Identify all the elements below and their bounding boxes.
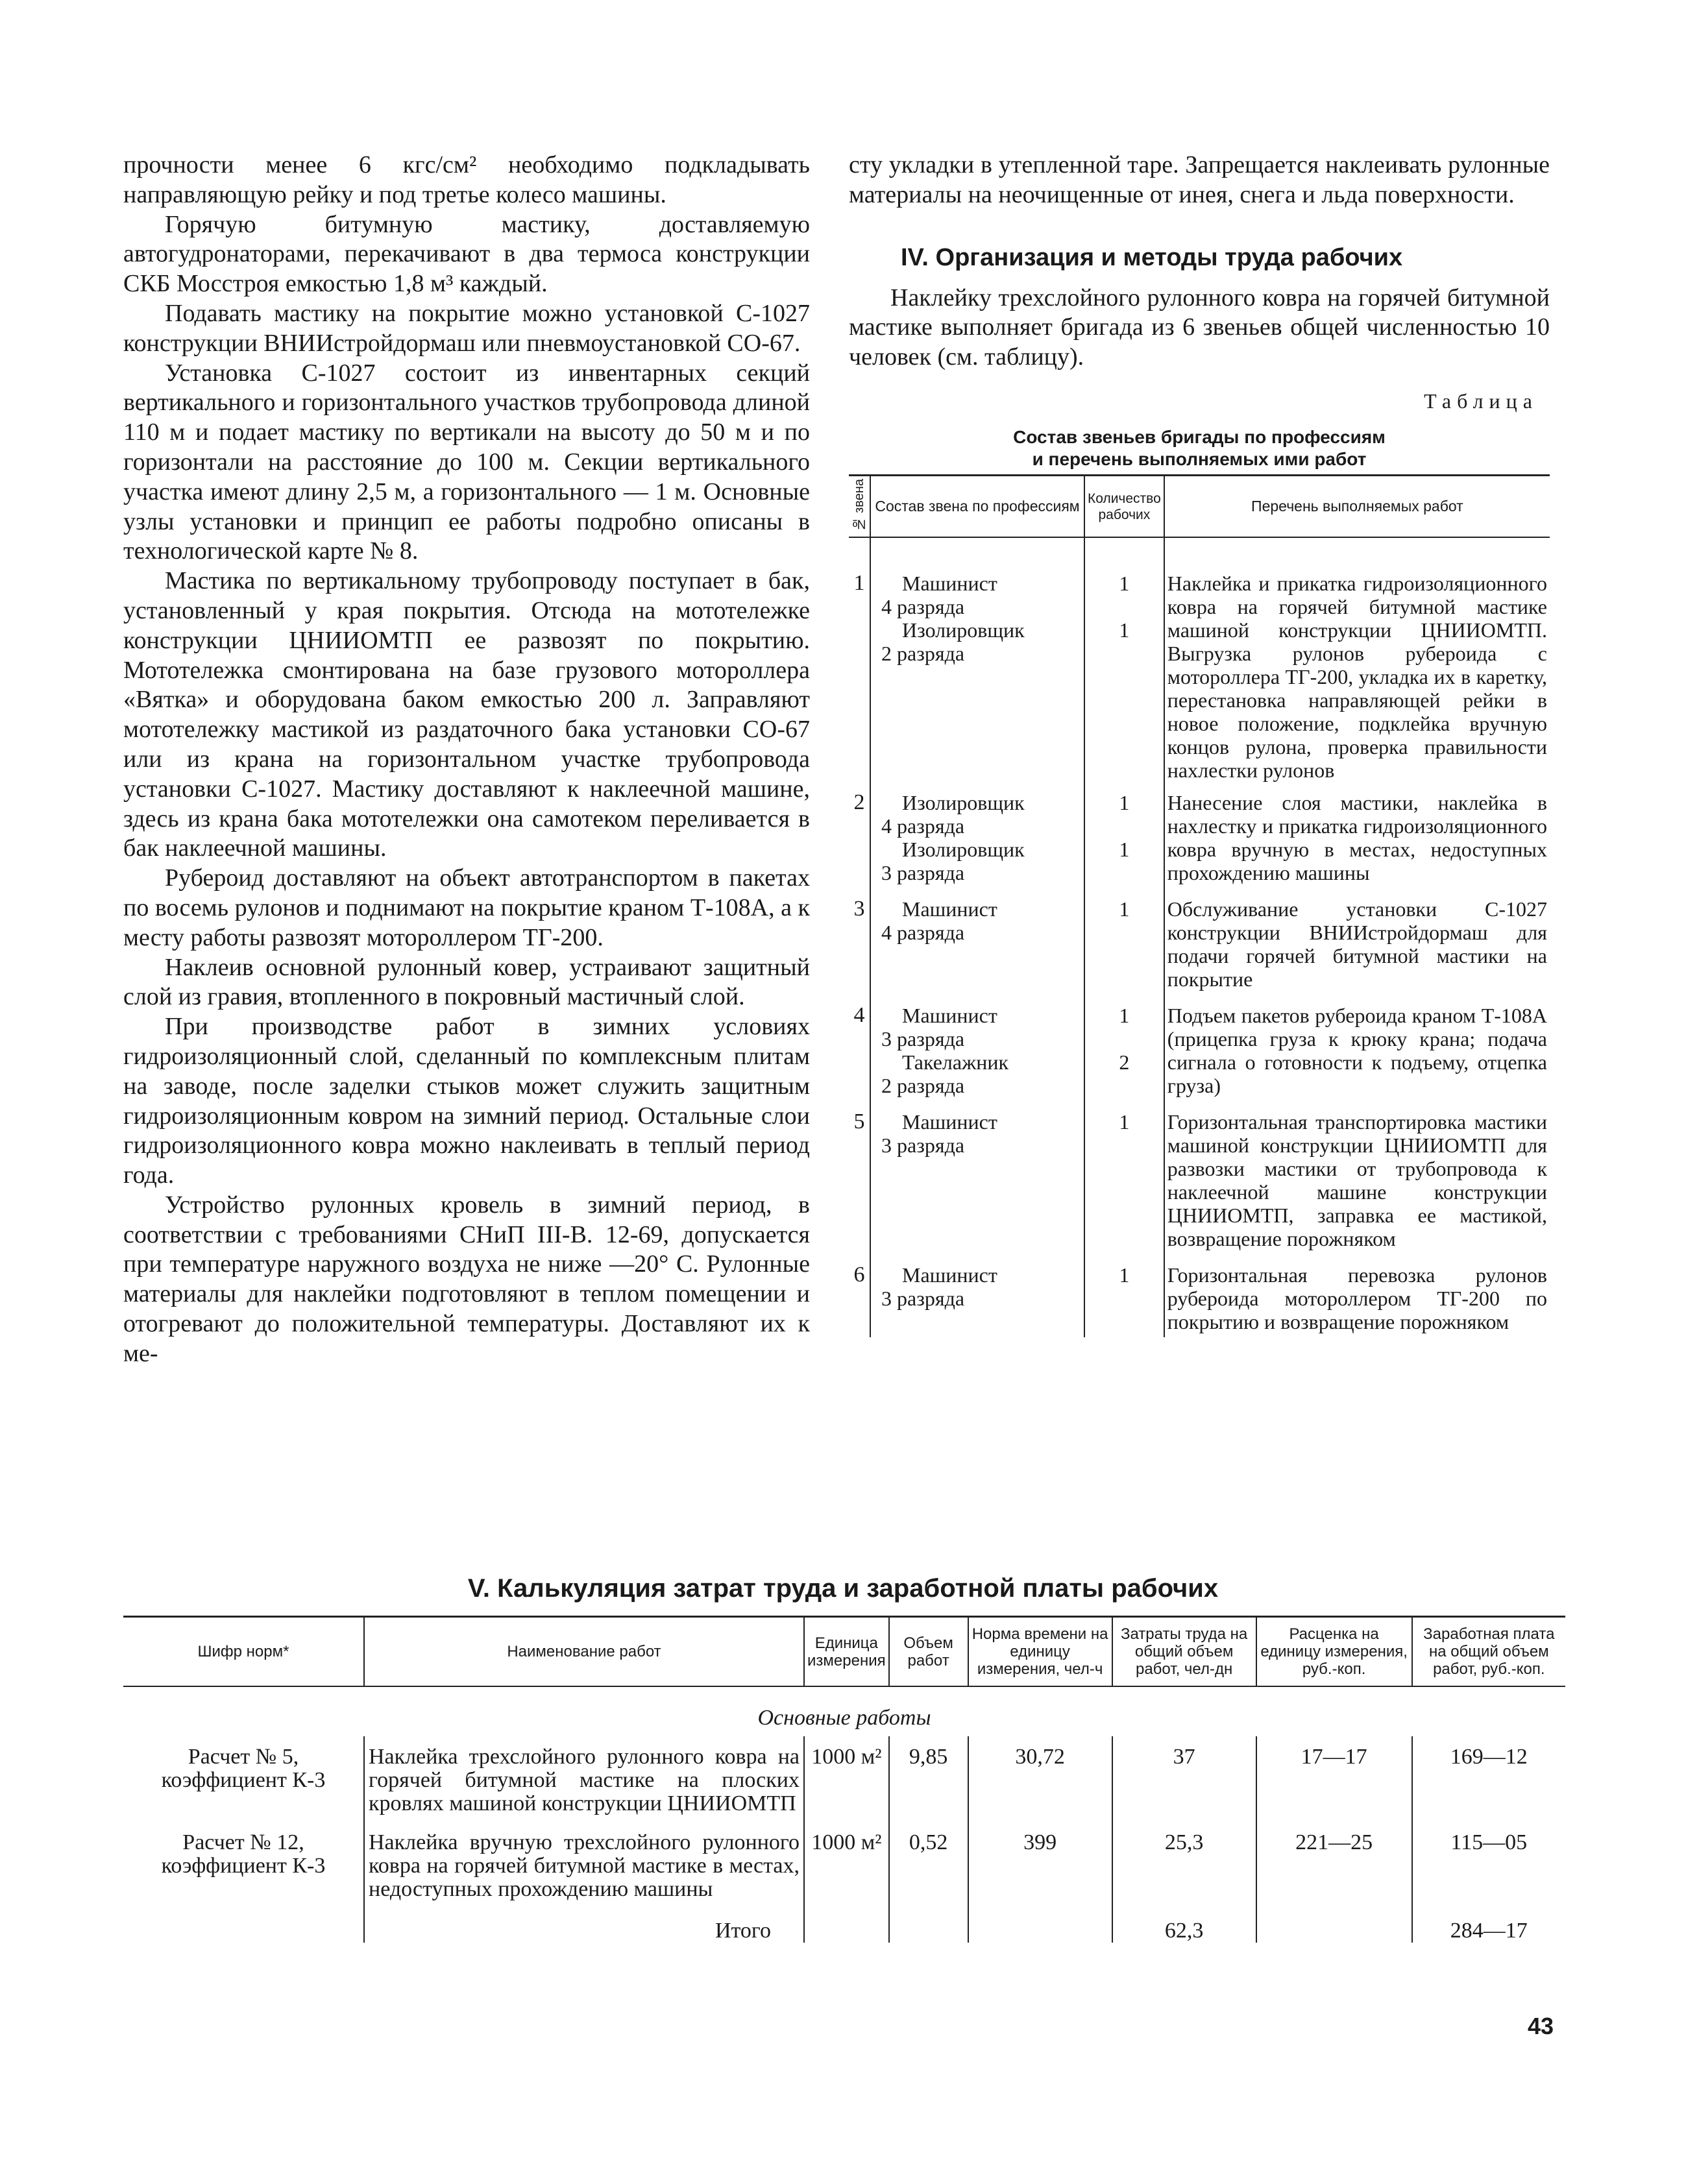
worker-count (1084, 888, 1164, 995)
total-row (123, 1908, 1565, 1943)
header-work-name: Наименование работ (364, 1617, 804, 1687)
left-column (123, 151, 810, 1369)
grade: 3 разряда (881, 1287, 965, 1311)
total-labor: 62,3 (1112, 1908, 1256, 1943)
count-value: 2 (1119, 1050, 1130, 1074)
crew-row (849, 782, 1550, 888)
paragraph: Наклеив основной рулонный ковер, устраивают защитный слой из гравия, втопленного в покровный мастичный слой. (123, 953, 810, 1011)
table-row (123, 1736, 1565, 1822)
work-name: Наклейка вручную трехслойного рулонного ковра на горячей битумной мастике в местах, недоступных прохождению машины (364, 1822, 804, 1908)
profession: Машинист (902, 572, 997, 596)
crew-members (870, 782, 1084, 888)
paragraph: Устройство рулонных кровель в зимний период, в соответствии с требованиями СНиП III-В. 12-69, допускается при температуре наружного воздуха не ниже —20° С. Рулонные материалы для наклейки подготовляют в теплом помещении и отогревают до положительной температуры. Доставляют их к ме- (123, 1191, 810, 1367)
paragraph: Мастика по вертикальному трубопроводу поступает в бак, установленный у края покрытия. Отсюда на мототележке конструкции ЦНИИОМТП ее развозят по покрытию. Мототележка смонтирована на базе грузового мотороллера «Вятка» и оборудована баком емкостью 200 л. Заправляют мототележку мастикой из раздаточного бака установки СО-67 или из крана на горизонтальном участке трубопровода установки С-1027. Мастику доставляют к наклеечной машине, здесь из крана бака мототележки она самотеком переливается в бак наклеечной машины. (123, 567, 810, 862)
header-wage: Заработная плата на общий объем работ, руб.-коп. (1412, 1617, 1565, 1687)
header-crew-composition: Состав звена по профессиям (870, 475, 1084, 537)
wage: 169—12 (1412, 1736, 1565, 1822)
paragraph: прочности менее 6 кгс/см² необходимо подкладывать направляющую рейку и под третье колесо машины. (123, 151, 810, 208)
profession: Такелажник (902, 1050, 1008, 1074)
grade: 3 разряда (881, 1027, 965, 1051)
grade: 4 разряда (881, 595, 965, 619)
work-description: Наклейка и прикатка гидроизоляционного ковра на горячей битумной мастике машиной конструкции ЦНИИОМТП. Выгрузка рулонов рубероида с мотороллера ТГ-200, укладка их в каретку, перестановка направляющей рейки в новое положение, подклейка вручную концов рулона, проверка правильности нахлестки рулонов (1164, 537, 1550, 782)
grade: 2 разряда (881, 1074, 965, 1098)
subheading: Основные работы (757, 1706, 931, 1730)
section-4-title: IV. Организация и методы труда рабочих (901, 243, 1403, 271)
profession: Машинист (902, 1263, 997, 1287)
norm-code: Расчет № 5, коэффициент К-3 (161, 1745, 326, 1792)
worker-count (1084, 995, 1164, 1101)
header-norm-code: Шифр норм* (123, 1617, 364, 1687)
work-name: Наклейка трехслойного рулонного ковра на горячей битумной мастике на плоских кровлях машиной конструкции ЦНИИОМТП (364, 1736, 804, 1822)
wage: 115—05 (1412, 1822, 1565, 1908)
crew-row (849, 995, 1550, 1101)
total-spacer (123, 1908, 364, 1943)
grade: 4 разряда (881, 814, 965, 838)
profession: Изолировщик (902, 838, 1025, 862)
paragraph: При производстве работ в зимних условиях гидроизоляционный слой, сделанный по комплексным плитам на заводе, после заделки стыков может служить защитным гидроизоляционным ковром на зимний период. Остальные слои гидроизоляционного ковра можно наклеивать в теплый период года. (123, 1013, 810, 1189)
grade: 2 разряда (881, 642, 965, 666)
section-4-text: Наклейку трехслойного рулонного ковра на горячей битумной мастике выполняет бригада из 6 звеньев общей численностью 10 человек (см. таблицу). (849, 284, 1550, 371)
page-number: 43 (1527, 2013, 1554, 2039)
worker-count (1084, 782, 1164, 888)
right-column (849, 151, 1550, 1337)
paragraph: Горячую битумную мастику, доставляемую автогудронаторами, перекачивают в два термоса конструкции СКБ Мосстроя емкостью 1,8 м³ каждый. (123, 210, 810, 298)
volume: 0,52 (889, 1822, 968, 1908)
paragraph: Подавать мастику на покрытие можно установкой С-1027 конструкции ВНИИстройдормаш или пневмоустановкой СО-67. (123, 299, 810, 357)
norm-code: Расчет № 12, коэффициент К-3 (161, 1830, 326, 1878)
calc-table-header (123, 1617, 1565, 1687)
count-value: 1 (1119, 1004, 1130, 1028)
crew-number: 1 (853, 571, 865, 596)
crew-row (849, 537, 1550, 782)
work-description: Подъем пакетов рубероида краном Т-108А (прицепка груза к крюку крана; подача сигнала о готовности к подъему, отцепка груза) (1164, 995, 1550, 1101)
rate: 221—25 (1256, 1822, 1412, 1908)
grade: 3 разряда (881, 861, 965, 885)
grade: 4 разряда (881, 921, 965, 945)
profession: Изолировщик (902, 791, 1025, 815)
table-caption (849, 426, 1550, 470)
labor-cost: 37 (1112, 1736, 1256, 1822)
header-work-list: Перечень выполняемых работ (1164, 475, 1550, 537)
crew-members (870, 888, 1084, 995)
table-caption-line: и перечень выполняемых ими работ (1032, 448, 1367, 469)
crew-table (849, 474, 1550, 1337)
empty-cell (1256, 1908, 1412, 1943)
profession: Изолировщик (902, 618, 1025, 642)
total-label: Итого (364, 1908, 804, 1943)
total-wage: 284—17 (1412, 1908, 1565, 1943)
header-crew-number: № звена (849, 475, 870, 537)
time-norm: 30,72 (968, 1736, 1112, 1822)
header-labor-cost: Затраты труда на общий объем работ, чел-дн (1112, 1617, 1256, 1687)
count-value: 1 (1119, 572, 1130, 596)
crew-members (870, 1254, 1084, 1337)
count-value: 1 (1119, 838, 1130, 862)
crew-members (870, 537, 1084, 782)
volume: 9,85 (889, 1736, 968, 1822)
calculation-table (123, 1616, 1565, 1943)
crew-number: 4 (853, 1003, 865, 1028)
table-row (123, 1822, 1565, 1908)
work-description: Горизонтальная транспортировка мастики машиной конструкции ЦНИИОМТП для развозки мастики от трубопровода к наклеечной машине конструкции ЦНИИОМТП, заправка ее мастикой, возвращение порожняком (1164, 1101, 1550, 1254)
header-volume: Объем работ (889, 1617, 968, 1687)
unit: 1000 м² (804, 1736, 889, 1822)
worker-count (1084, 537, 1164, 782)
time-norm: 399 (968, 1822, 1112, 1908)
count-value: 1 (1119, 1263, 1130, 1287)
crew-number: 2 (853, 790, 865, 815)
crew-members (870, 1101, 1084, 1254)
work-description: Обслуживание установки С-1027 конструкции ВНИИстройдормаш для подачи горячей битумной мастики на покрытие (1164, 888, 1550, 995)
header-rate: Расценка на единицу измерения, руб.-коп. (1256, 1617, 1412, 1687)
worker-count (1084, 1101, 1164, 1254)
profession: Машинист (902, 1004, 997, 1028)
crew-row (849, 1254, 1550, 1337)
count-value: 1 (1119, 791, 1130, 815)
count-value: 1 (1119, 618, 1130, 642)
unit: 1000 м² (804, 1822, 889, 1908)
count-value: 1 (1119, 897, 1130, 921)
work-description: Горизонтальная перевозка рулонов рубероида мотороллером ТГ-200 по покрытию и возвращение порожняком (1164, 1254, 1550, 1337)
paragraph-continuation: сту укладки в утепленной таре. Запрещается наклеивать рулонные материалы на неочищенные от инея, снега и льда поверхности. (849, 151, 1550, 208)
calc-subheading-row (123, 1686, 1565, 1736)
work-description: Нанесение слоя мастики, наклейка в нахлестку и прикатка гидроизоляционного ковра вручную в местах, недоступных прохождению машины (1164, 782, 1550, 888)
labor-cost: 25,3 (1112, 1822, 1256, 1908)
paragraph: Установка С-1027 состоит из инвентарных секций вертикального и горизонтального участков трубопровода длиной 110 м и подает мастику по вертикали на высоту до 50 м и по горизонтали на расстояние до 100 м. Секции вертикального участка имеют длину 2,5 м, а горизонтального — 1 м. Основные узлы установки и принцип ее работы подробно описаны в технологической карте № 8. (123, 359, 810, 565)
crew-number: 6 (853, 1263, 865, 1287)
header-time-norm: Норма времени на единицу измерения, чел-ч (968, 1617, 1112, 1687)
empty-cell (889, 1908, 968, 1943)
crew-number: 5 (853, 1110, 865, 1134)
crew-row (849, 888, 1550, 995)
section-5-title: V. Калькуляция затрат труда и заработной платы рабочих (467, 1574, 1219, 1603)
profession: Машинист (902, 897, 997, 921)
table-caption-line: Состав звеньев бригады по профессиям (1013, 426, 1386, 447)
crew-table-header (849, 475, 1550, 537)
header-worker-count: Количество рабочих (1084, 475, 1164, 537)
paragraph: Рубероид доставляют на объект автотранспортом в пакетах по восемь рулонов и поднимают на покрытие краном Т-108А, а к месту работы развозят мотороллером ТГ-200. (123, 864, 810, 951)
table-label: Таблица (1424, 389, 1538, 413)
grade: 3 разряда (881, 1134, 965, 1158)
crew-number: 3 (853, 897, 865, 921)
header-unit: Единица измерения (804, 1617, 889, 1687)
crew-row (849, 1101, 1550, 1254)
empty-cell (968, 1908, 1112, 1943)
crew-members (870, 995, 1084, 1101)
count-value: 1 (1119, 1110, 1130, 1134)
profession: Машинист (902, 1110, 997, 1134)
rate: 17—17 (1256, 1736, 1412, 1822)
empty-cell (804, 1908, 889, 1943)
worker-count (1084, 1254, 1164, 1337)
